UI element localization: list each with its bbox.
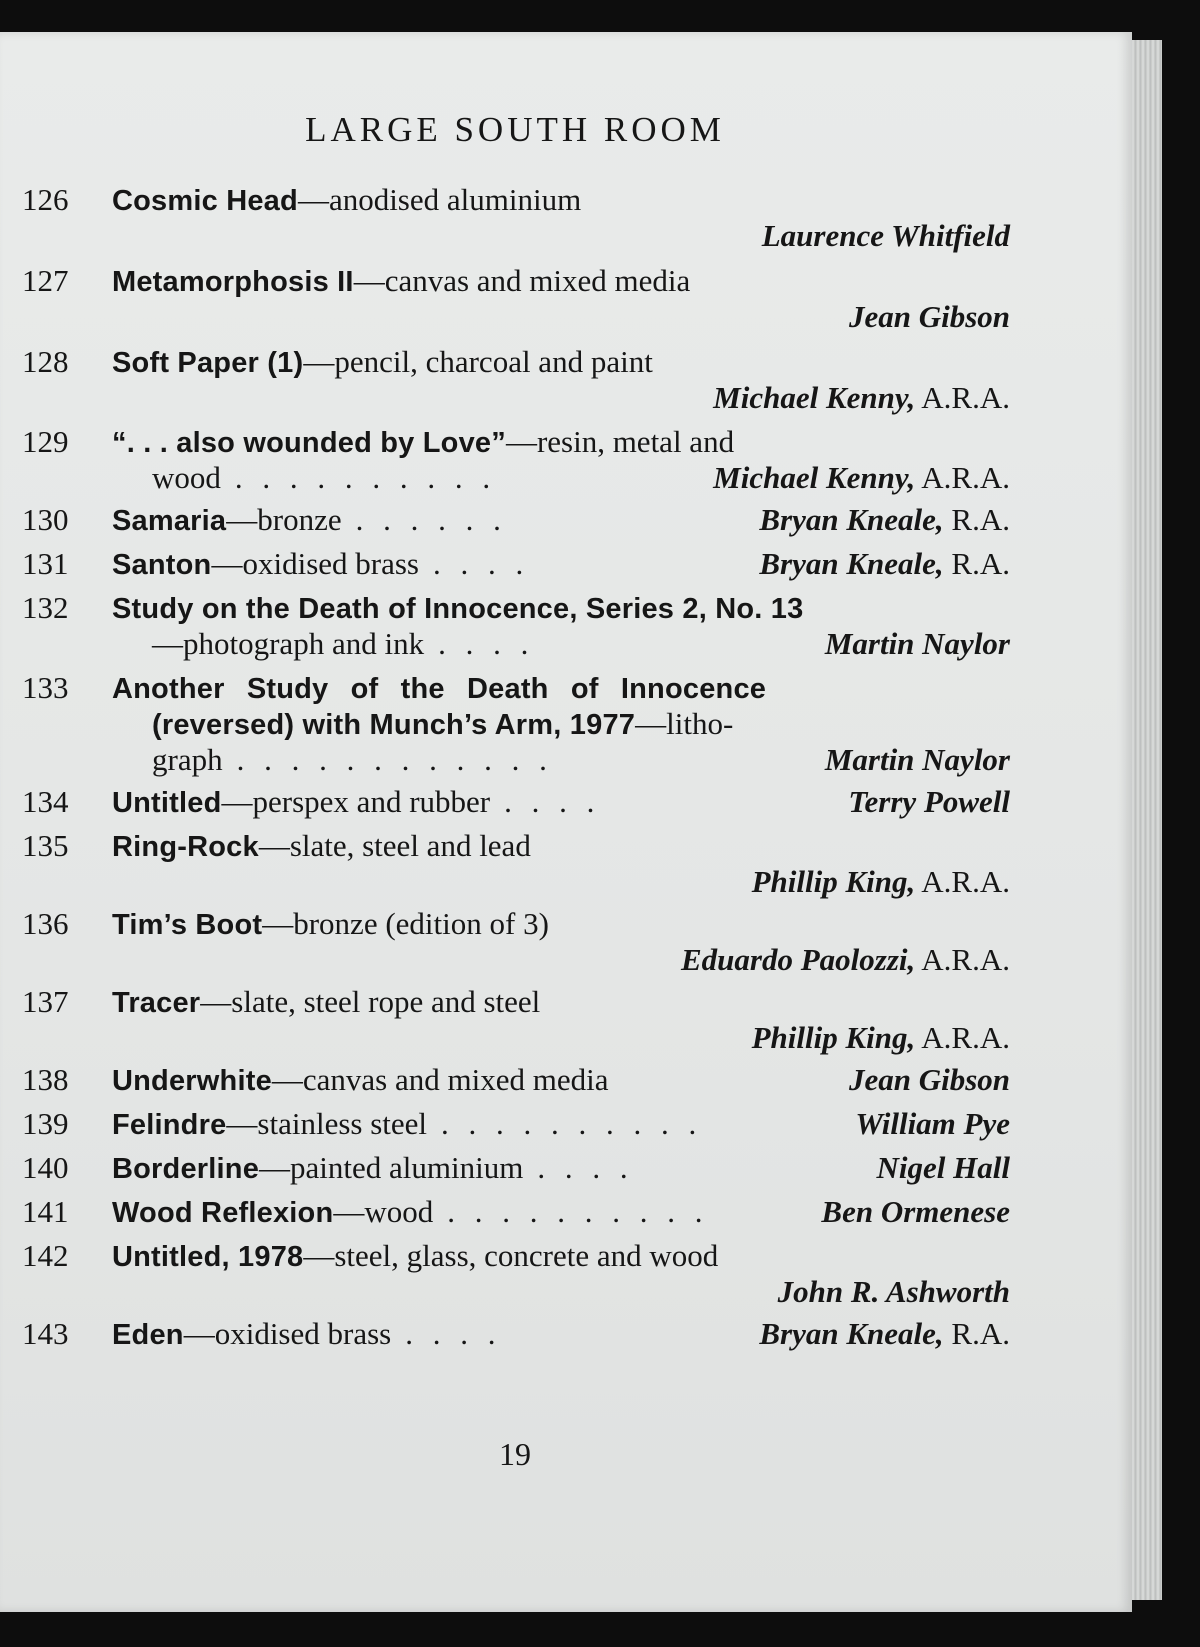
entry-artist: Martin Naylor [824, 742, 1010, 777]
entry-title: Samaria [112, 505, 227, 537]
entry-number: 131 [22, 546, 69, 581]
page-heading: LARGE SOUTH ROOM [305, 110, 725, 149]
entry-medium: —oxidised brass [183, 1316, 392, 1351]
entry-number: 138 [22, 1062, 69, 1097]
entry-artist: Jean Gibson [848, 299, 1010, 334]
entry-number: 141 [22, 1194, 69, 1229]
entry-number: 142 [22, 1238, 69, 1273]
dot-leader: . . . . [405, 1316, 502, 1351]
dot-leader: . . . . [438, 626, 535, 661]
entry-honours: A.R.A. [921, 864, 1010, 899]
entry-artist: Bryan Kneale, [759, 1316, 944, 1351]
entry-title: Untitled, 1978 [112, 1241, 304, 1273]
entry-medium: —litho- [635, 706, 734, 741]
entry-artist: Bryan Kneale, [759, 546, 944, 581]
entry-artist: Phillip King, [751, 864, 916, 899]
entry-medium: —resin, metal and [505, 424, 735, 459]
entry-number: 143 [22, 1316, 69, 1351]
entry-medium: —pencil, charcoal and paint [303, 344, 653, 379]
entry-number: 137 [22, 984, 69, 1019]
entry-artist: Bryan Kneale, [759, 502, 944, 537]
entry-artist: Jean Gibson [848, 1062, 1010, 1097]
entry-medium-continued: wood [152, 460, 221, 495]
entry-number: 135 [22, 828, 69, 863]
entry-number: 134 [22, 784, 69, 819]
entry-title: Untitled [112, 787, 222, 819]
entry-honours: A.R.A. [921, 1020, 1010, 1055]
entry-title: Study on the Death of Innocence, Series 2, No. 13 [112, 593, 804, 625]
dot-leader: . . . . . . . . . . [234, 460, 497, 495]
entry-artist: William Pye [855, 1106, 1010, 1141]
entry-medium: —slate, steel rope and steel [200, 984, 541, 1019]
dot-leader: . . . . [433, 546, 530, 581]
entry-title: Underwhite [112, 1065, 272, 1097]
entry-medium: —bronze [226, 502, 342, 537]
entry-medium: —canvas and mixed media [271, 1062, 609, 1097]
entry-artist: Ben Ormenese [821, 1194, 1010, 1229]
page-number: 19 [499, 1436, 531, 1472]
page-edge [1132, 40, 1162, 1600]
entry-title: Tracer [112, 987, 201, 1019]
entry-title: Metamorphosis II [112, 266, 354, 298]
entry-medium-continued: graph [152, 742, 223, 777]
entry-medium: —wood [333, 1194, 434, 1229]
entry-artist: Michael Kenny, [713, 380, 916, 415]
entry-number: 136 [22, 906, 69, 941]
entry-number: 129 [22, 424, 69, 459]
entry-medium: —bronze (edition of 3) [262, 906, 549, 941]
entry-title: Another Study of the Death of Innocence [112, 673, 767, 705]
entry-number: 128 [22, 344, 69, 379]
entry-medium: —stainless steel [226, 1106, 428, 1141]
entry-title-continued: (reversed) with Munch’s Arm, 1977 [152, 709, 636, 741]
entry-artist: Michael Kenny, [713, 460, 916, 495]
dot-leader: . . . . . . . . . . [441, 1106, 703, 1141]
entry-medium: —steel, glass, concrete and wood [303, 1238, 719, 1273]
entry-number: 133 [22, 670, 69, 705]
entry-artist: Phillip King, [751, 1020, 916, 1055]
dot-leader: . . . . . . . . . . [447, 1194, 709, 1229]
entry-artist: Terry Powell [848, 784, 1010, 819]
entry-title: Tim’s Boot [112, 909, 263, 941]
entry-number: 140 [22, 1150, 69, 1185]
entry-title: Eden [112, 1319, 184, 1351]
entry-title: Cosmic Head [112, 185, 298, 217]
entry-title: “. . . also wounded by Love” [112, 427, 506, 459]
entry-number: 127 [22, 263, 69, 298]
entry-number: 139 [22, 1106, 69, 1141]
entry-artist: John R. Ashworth [777, 1274, 1010, 1309]
entry-number: 130 [22, 502, 69, 537]
dot-leader: . . . . [537, 1150, 634, 1185]
entry-number: 126 [22, 182, 69, 217]
entry-honours: R.A. [951, 546, 1010, 581]
entry-honours: R.A. [951, 502, 1010, 537]
entry-title: Ring-Rock [112, 831, 259, 863]
dot-leader: . . . . . . . . . . . . [236, 742, 553, 777]
dot-leader: . . . . . . [355, 502, 507, 537]
entry-medium-continued: —photograph and ink [152, 626, 425, 661]
entry-medium: —canvas and mixed media [353, 263, 691, 298]
entry-artist: Nigel Hall [876, 1150, 1010, 1185]
entry-title: Felindre [112, 1109, 227, 1141]
entry-title: Borderline [112, 1153, 260, 1185]
entry-number: 132 [22, 590, 69, 625]
entry-honours: A.R.A. [921, 942, 1010, 977]
entry-medium: —slate, steel and lead [258, 828, 531, 863]
entry-artist: Eduardo Paolozzi, [680, 942, 916, 977]
entry-title: Santon [112, 549, 212, 581]
entry-artist: Laurence Whitfield [761, 218, 1010, 253]
entry-medium: —oxidised brass [211, 546, 419, 581]
catalogue-page [0, 32, 1132, 1612]
entry-honours: A.R.A. [921, 460, 1010, 495]
entry-artist: Martin Naylor [824, 626, 1010, 661]
entry-medium: —anodised aluminium [297, 182, 582, 217]
dot-leader: . . . . [504, 784, 601, 819]
entry-honours: R.A. [951, 1316, 1010, 1351]
entry-honours: A.R.A. [921, 380, 1010, 415]
entry-medium: —perspex and rubber [221, 784, 491, 819]
entry-title: Wood Reflexion [112, 1197, 334, 1229]
entry-title: Soft Paper (1) [112, 347, 304, 379]
entry-medium: —painted aluminium [259, 1150, 524, 1185]
